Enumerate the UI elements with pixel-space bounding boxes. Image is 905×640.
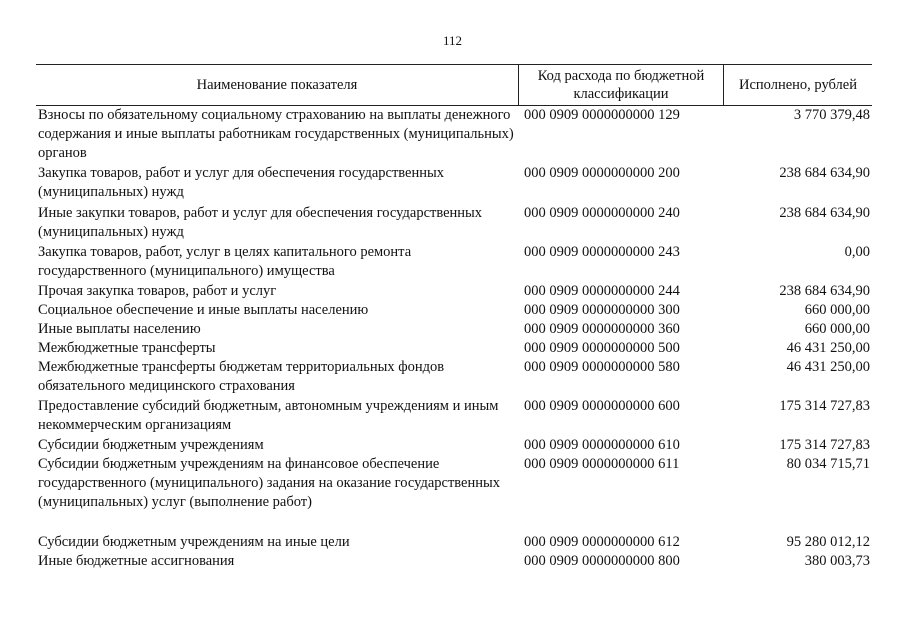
row-code: 000 0909 0000000000 610: [524, 437, 680, 453]
row-name: Межбюджетные трансферты бюджетам территориальных фондов обязательного медицинского страхования: [38, 359, 445, 394]
row-amount: 0,00: [844, 244, 870, 260]
row-name: Межбюджетные трансферты: [38, 340, 216, 356]
row-amount: 46 431 250,00: [786, 340, 870, 356]
row-amount: 175 314 727,83: [779, 398, 870, 414]
row-amount: 80 034 715,71: [786, 456, 870, 472]
row-name: Иные закупки товаров, работ и услуг для обеспечения государственных (муниципальных) нужд: [38, 205, 483, 240]
row-code: 000 0909 0000000000 580: [524, 359, 680, 375]
table-row: [36, 301, 872, 320]
row-amount: 238 684 634,90: [779, 165, 870, 181]
row-amount: 238 684 634,90: [779, 205, 870, 221]
row-name: Предоставление субсидий бюджетным, автономным учреждениям и иным некоммерческим организациям: [38, 398, 499, 433]
row-name: Социальное обеспечение и иные выплаты населению: [38, 302, 369, 318]
row-name: Взносы по обязательному социальному страхованию на выплаты денежного содержания и иные выплаты работникам государственных (муниципальных) органов: [38, 107, 514, 161]
row-name: Субсидии бюджетным учреждениям: [38, 437, 264, 453]
row-amount: 3 770 379,48: [793, 107, 870, 123]
row-code: 000 0909 0000000000 611: [524, 456, 680, 472]
table-row: [36, 358, 872, 397]
table-row: [36, 397, 872, 436]
row-code: 000 0909 0000000000 300: [524, 302, 680, 318]
row-name: Иные выплаты населению: [38, 321, 201, 337]
table-row: [36, 243, 872, 282]
row-code: 000 0909 0000000000 360: [524, 321, 680, 337]
table-row: [36, 436, 872, 455]
row-name: Субсидии бюджетным учреждениям на финансовое обеспечение государственного (муниципального) задания на оказание государственных (муниципальных) услуг (выполнение работ): [38, 456, 500, 510]
row-code: 000 0909 0000000000 240: [524, 205, 680, 221]
row-code: 000 0909 0000000000 600: [524, 398, 680, 414]
table-row: [36, 106, 872, 164]
table-row: [36, 533, 872, 552]
row-code: 000 0909 0000000000 243: [524, 244, 680, 260]
page-number: 112: [442, 33, 463, 48]
row-amount: 660 000,00: [804, 302, 870, 318]
table-row: [36, 339, 872, 358]
row-amount: 238 684 634,90: [779, 283, 870, 299]
row-code: 000 0909 0000000000 244: [524, 283, 680, 299]
header-amount-column: Исполнено, рублей: [739, 77, 857, 93]
row-amount: 175 314 727,83: [779, 437, 870, 453]
header-code-column: Код расхода по бюджетной классификации: [518, 65, 724, 105]
row-amount: 380 003,73: [804, 553, 870, 569]
row-code: 000 0909 0000000000 129: [524, 107, 680, 123]
row-name: Иные бюджетные ассигнования: [38, 553, 235, 569]
table-row: [36, 552, 872, 571]
row-name: Субсидии бюджетным учреждениям на иные цели: [38, 534, 350, 550]
table-header: [36, 64, 872, 106]
header-name-column: Наименование показателя: [196, 77, 358, 93]
table-body: [36, 106, 872, 571]
row-name: Прочая закупка товаров, работ и услуг: [38, 283, 277, 299]
table-row: [36, 164, 872, 204]
table-row: [36, 455, 872, 533]
row-code: 000 0909 0000000000 612: [524, 534, 680, 550]
row-code: 000 0909 0000000000 500: [524, 340, 680, 356]
row-name: Закупка товаров, работ, услуг в целях капитального ремонта государственного (муниципального) имущества: [38, 244, 412, 279]
row-code: 000 0909 0000000000 800: [524, 553, 680, 569]
row-name: Закупка товаров, работ и услуг для обеспечения государственных (муниципальных) нужд: [38, 165, 445, 200]
table-row: [36, 320, 872, 339]
row-amount: 660 000,00: [804, 321, 870, 337]
row-amount: 95 280 012,12: [786, 534, 870, 550]
table-row: [36, 282, 872, 301]
table-row: [36, 204, 872, 243]
row-amount: 46 431 250,00: [786, 359, 870, 375]
row-code: 000 0909 0000000000 200: [524, 165, 680, 181]
